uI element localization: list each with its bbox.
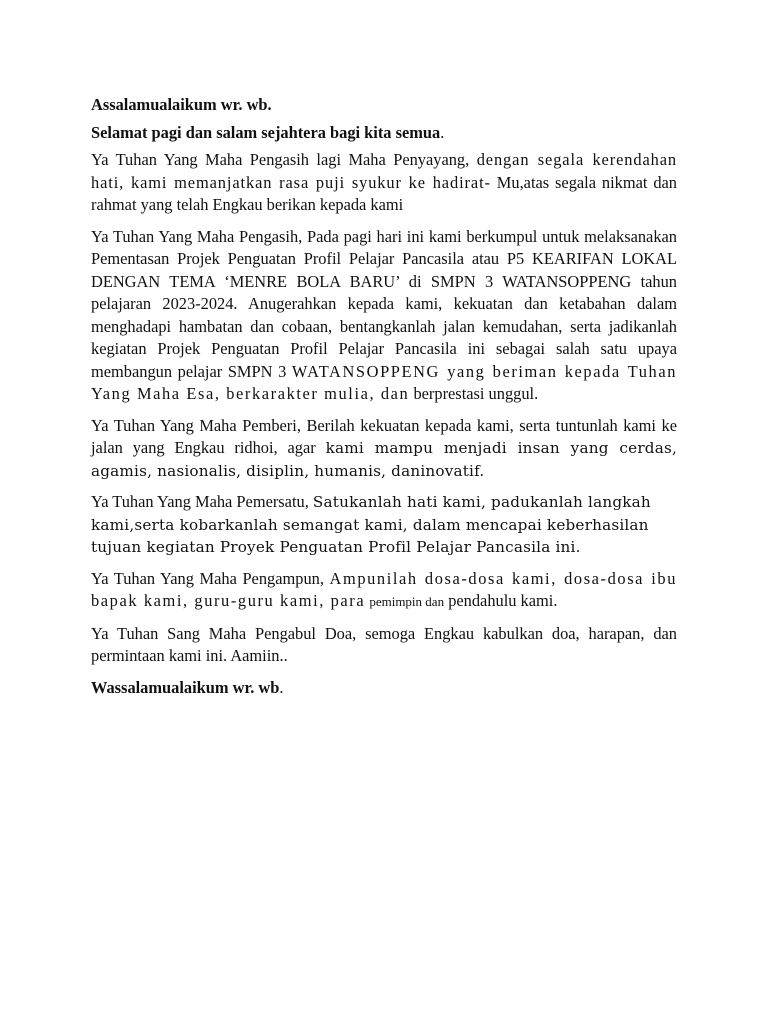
prayer-paragraph-2 — [91, 226, 677, 406]
prayer-paragraph-3-part-b: kami mampu menjadi insan yang cerdas, agamis, nasionalis, disiplin, humanis, daninovatif. — [91, 439, 677, 480]
prayer-paragraph-5-part-a: Ya Tuhan Yang Maha Pengampun, — [91, 568, 324, 588]
prayer-paragraph-6-part-c: Aamiin.. — [230, 646, 288, 665]
prayer-paragraph-1-part-b: dengan segala kerendahan hati, kami memanjatkan rasa puji syukur ke hadirat- — [91, 150, 677, 192]
greeting-closing — [91, 677, 677, 700]
prayer-paragraph-2-part-a: Ya Tuhan Yang Maha Pengasih, Pada pagi hari ini kami berkumpul untuk melaksanakan Pementasan Projek Penguatan Profil Pelajar Pancasila atau P5 KEARIFAN LOKAL DENGAN TEMA ‘MENRE BOLA BARU’ di SMPN 3 WATANSOPPENG tahun pelajaran 2023-2024. Anugerahkan kepada kami, kekuatan dan ketabahan dalam menghadapi hambatan dan cobaan, bentangkanlah jalan kemudahan, serta jadikanlah kegiatan Projek Penguatan Profil Pelajar Pancasila ini sebagai salah satu upaya membangun pelajar SMPN 3 — [91, 226, 677, 381]
greeting-morning-period: . — [440, 122, 445, 142]
prayer-paragraph-2-part-b: WATANSOPPENG yang beriman kepada Tuhan Yang Maha Esa, berkarakter mulia, dan — [91, 361, 677, 403]
prayer-paragraph-5 — [91, 568, 677, 614]
prayer-paragraph-5-part-d: pendahulu kami. — [448, 591, 558, 610]
prayer-paragraph-5-part-b: Ampunilah dosa-dosa kami, dosa-dosa ibu bapak kami, guru-guru kami, para — [91, 568, 678, 610]
document-body — [91, 94, 677, 699]
prayer-paragraph-4 — [91, 491, 677, 559]
greeting-opening — [91, 94, 677, 117]
prayer-paragraph-4-part-a: Ya Tuhan Yang Maha Pemersatu, — [91, 492, 309, 511]
prayer-paragraph-6-part-a: Ya Tuhan Sang Maha Pengabul Doa, — [91, 623, 357, 643]
greeting-opening-text: Assalamualaikum wr. wb. — [91, 95, 272, 114]
greeting-morning-text: Selamat pagi dan salam sejahtera bagi kita semua — [91, 122, 441, 142]
greeting-closing-period: . — [279, 677, 284, 697]
greeting-morning — [91, 122, 677, 145]
prayer-paragraph-3 — [91, 415, 677, 483]
prayer-paragraph-3-part-a: Ya Tuhan Yang Maha Pemberi, Berilah kekuatan kepada kami, serta tuntunlah kami ke jalan yang Engkau ridhoi, agar — [91, 415, 677, 457]
prayer-paragraph-1-part-c: Mu,atas segala nikmat dan rahmat yang telah Engkau berikan kepada kami — [91, 172, 677, 214]
prayer-paragraph-4-part-b: Satukanlah hati kami, padukanlah langkah kami,serta kobarkanlah semangat kami, dalam mencapai keberhasilan tujuan kegiatan Proyek Penguatan Profil Pelajar Pancasila ini. — [91, 493, 651, 556]
prayer-paragraph-6 — [91, 623, 677, 668]
prayer-paragraph-5-part-c: pemimpin dan — [369, 594, 445, 609]
prayer-paragraph-2-part-c: berprestasi unggul. — [413, 384, 539, 403]
prayer-paragraph-1 — [91, 149, 677, 217]
greeting-closing-text: Wassalamualaikum wr. wb — [91, 677, 280, 697]
prayer-paragraph-1-part-a: Ya Tuhan Yang Maha Pengasih lagi Maha Penyayang, — [91, 150, 470, 169]
prayer-paragraph-6-part-b: semoga Engkau kabulkan doa, harapan, dan permintaan kami ini. — [91, 623, 677, 665]
